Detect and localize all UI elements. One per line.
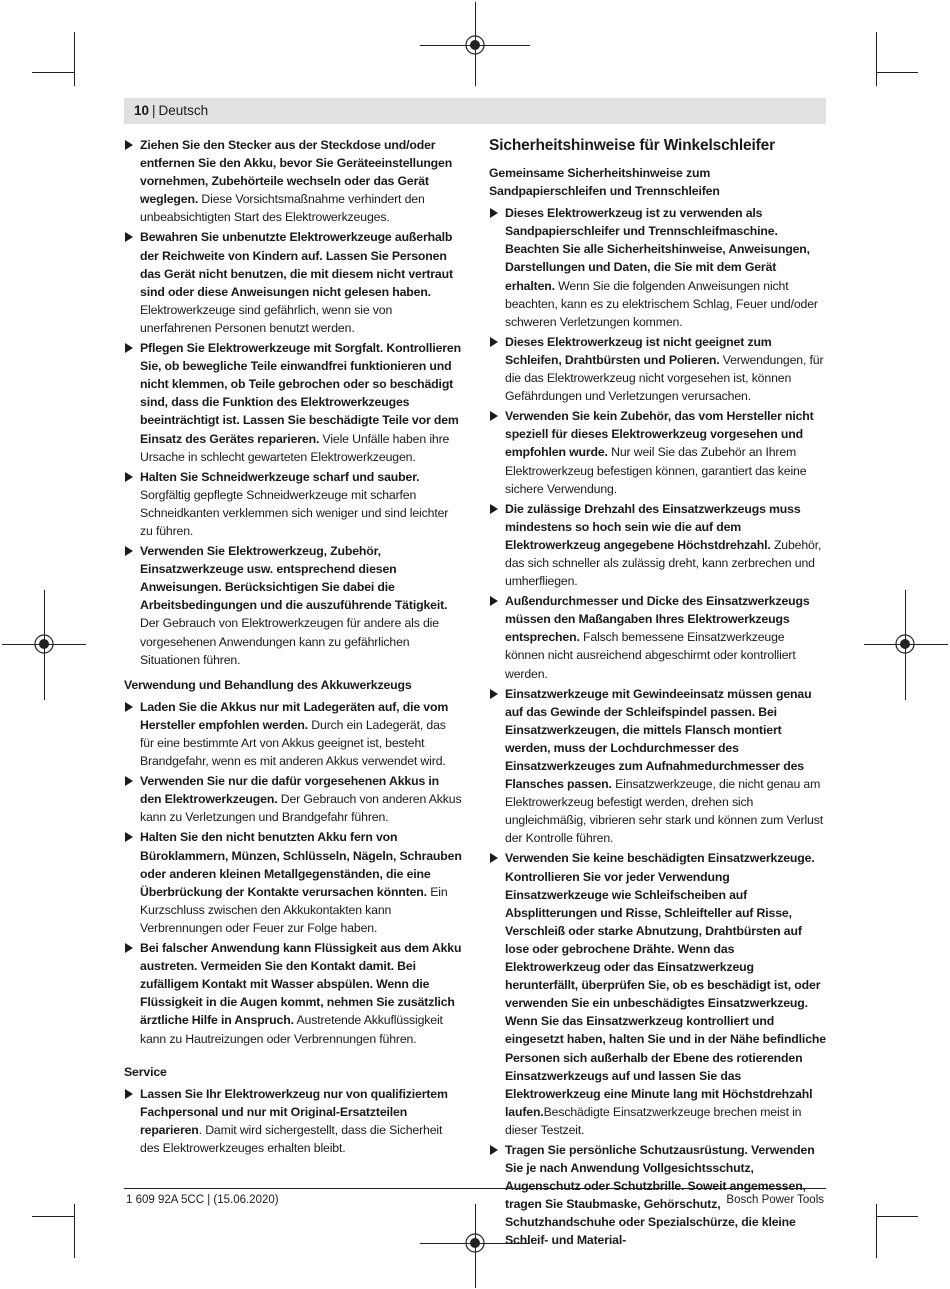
list-item [489, 592, 827, 682]
crop-mark [32, 72, 74, 73]
bullet-triangle-icon [125, 140, 133, 150]
item-instruction: Verwenden Sie keine beschädigten Einsatzwerkzeuge. Kontrollieren Sie vor jeder Verwendung Einsatzwerkzeuge wie Schleifscheiben auf Absplitterungen und Risse, Schleifteller auf Risse, Verschleiß oder starke Abnutzung, Drahtbürsten auf lose oder gebrochene Drähte. Wenn das Elektrowerkzeug oder das Einsatzwerkzeug herunterfällt, überprüfen Sie, ob es beschädigt ist, oder verwenden Sie ein unbeschädigtes Einsatzwerkzeug. Wenn Sie das Einsatzwerkzeug kontrolliert und eingesetzt haben, halten Sie und in der Nähe befindliche Personen sich außerhalb der Ebene des rotierenden Einsatzwerkzeugs auf und lassen Sie das Elektrowerkzeug eine Minute lang mit Höchstdrehzahl laufen. [505, 851, 826, 1119]
bullet-triangle-icon [125, 1089, 133, 1099]
item-explanation: Austretende Akkuflüssigkeit kann zu Hautreizungen oder Verbrennungen führen. [140, 1013, 443, 1046]
bullet-triangle-icon [490, 504, 498, 514]
item-instruction: Bewahren Sie unbenutzte Elektrowerkzeuge außerhalb der Reichweite von Kindern auf. Lassen Sie Personen das Gerät nicht benutzen, die mit diesem nicht vertraut sind oder diese Anweisungen nicht gelesen haben. [140, 230, 453, 299]
item-explanation: Der Gebrauch von Elektrowerkzeugen für andere als die vorgesehenen Anwendungen kann zu gefährlichen Situationen führen. [140, 616, 439, 667]
item-explanation: Wenn Sie die folgenden Anweisungen nicht beachten, kann es zu elektrischem Schlag, Feuer und/oder schweren Verletzungen kommen. [505, 278, 818, 329]
bullet-triangle-icon [125, 943, 133, 953]
bullet-triangle-icon [125, 546, 133, 556]
bullet-triangle-icon [125, 232, 133, 242]
list-item [489, 204, 827, 331]
bullet-triangle-icon [125, 776, 133, 786]
list-item [124, 136, 462, 226]
bullet-triangle-icon [125, 472, 133, 482]
list-item [489, 407, 827, 497]
item-instruction: Ziehen Sie den Stecker aus der Steckdose und/oder entfernen Sie den Akku, bevor Sie Geräteeinstellungen vornehmen, Zubehörteile wechseln oder das Gerät weglegen. [140, 138, 453, 207]
document-number: 1 609 92A 5CC | (15.06.2020) [126, 1194, 279, 1206]
item-explanation: Einsatzwerkzeuge, die nicht genau am Elektrowerkzeug befestigt werden, drehen sich ungleichmäßig, vibrieren sehr stark und können zum Verlust der Kontrolle führen. [505, 777, 824, 846]
item-instruction: Halten Sie Schneidwerkzeuge scharf und sauber. [140, 469, 420, 484]
brand-name: Bosch Power Tools [726, 1194, 824, 1206]
safety-list-service [124, 1085, 462, 1157]
header-separator: | [152, 103, 156, 118]
crop-mark [876, 1216, 918, 1217]
heading-akku: Verwendung und Behandlung des Akkuwerkzeugs [124, 677, 412, 692]
item-explanation: Sorgfältig gepflegte Schneidwerkzeuge mit scharfen Schneidkanten verklemmen sich weniger und sind leichter zu führen. [140, 487, 449, 538]
item-instruction: Außendurchmesser und Dicke des Einsatzwerkzeugs müssen den Maßangaben Ihres Elektrowerkzeugs entsprechen. [505, 594, 810, 645]
list-item [489, 500, 827, 590]
item-explanation: Ein Kurzschluss zwischen den Akkukontakten kann Verbrennungen oder Feuer zur Folge haben. [140, 884, 448, 935]
item-explanation: Viele Unfälle haben ihre Ursache in schlecht gewarteten Elektrowerkzeugen. [140, 431, 450, 464]
safety-list-general [124, 136, 462, 669]
right-column [489, 136, 827, 1252]
page-number: 10 [134, 103, 150, 118]
item-instruction: Verwenden Sie nur die dafür vorgesehenen Akkus in den Elektrowerkzeugen. [140, 774, 440, 807]
bullet-triangle-icon [490, 208, 498, 218]
item-explanation: Durch ein Ladegerät, das für eine bestimmte Art von Akkus geeignet ist, besteht Brandgefahr, wenn es mit anderen Akkus verwendet wird. [140, 717, 446, 769]
registration-mark-icon [894, 633, 916, 655]
item-instruction: Laden Sie die Akkus nur mit Ladegeräten auf, die vom Hersteller empfohlen werden. [140, 699, 449, 732]
registration-mark-icon [464, 1232, 486, 1254]
crop-mark [876, 72, 918, 73]
item-explanation: Beschädigte Einsatzwerkzeuge brechen meist in dieser Testzeit. [505, 1104, 802, 1137]
item-instruction: Verwenden Sie kein Zubehör, das vom Hersteller nicht speziell für dieses Elektrowerkzeug vorgesehen und empfohlen wurde. [505, 409, 814, 460]
safety-list-angle-grinder [489, 204, 827, 1249]
item-instruction: Dieses Elektrowerkzeug ist nicht geeignet zum Schleifen, Drahtbürsten und Polieren. [505, 334, 772, 367]
bullet-triangle-icon [490, 853, 498, 863]
page-language: Deutsch [158, 103, 209, 118]
bullet-triangle-icon [490, 596, 498, 606]
item-explanation: Der Gebrauch von anderen Akkus kann zu Verletzungen und Brandgefahr führen. [140, 792, 462, 825]
bullet-triangle-icon [490, 337, 498, 347]
list-item [124, 339, 462, 466]
list-item [124, 828, 462, 937]
item-instruction: Dieses Elektrowerkzeug ist zu verwenden als Sandpapierschleifer und Trennschleifmaschine. Beachten Sie alle Sicherheitshinweise, Anweisungen, Darstellungen und Daten, die Sie mit dem Gerät erhalten. [505, 206, 810, 293]
registration-mark-icon [33, 633, 55, 655]
bullet-triangle-icon [490, 689, 498, 699]
page-footer [124, 1188, 826, 1206]
registration-mark-icon [464, 34, 486, 56]
item-explanation: . Damit wird sichergestellt, dass die Sicherheit des Elektrowerkzeuges erhalten bleibt. [140, 1122, 443, 1155]
list-item [124, 939, 462, 1048]
item-explanation: Zubehör, das sich schneller als zulässig dreht, kann zerbrechen und umherfliegen. [505, 537, 822, 589]
list-item [489, 849, 827, 1139]
item-explanation: Falsch bemessene Einsatzwerkzeuge können nicht ausreichend abgeschirmt oder kontrolliert werden. [505, 630, 796, 681]
list-item [124, 228, 462, 337]
item-explanation: Diese Vorsichtsmaßnahme verhindert den unbeabsichtigten Start des Elektrowerkzeuges. [140, 192, 425, 225]
crop-mark [876, 32, 877, 86]
list-item [124, 468, 462, 540]
item-instruction: Verwenden Sie Elektrowerkzeug, Zubehör, Einsatzwerkzeuge usw. entsprechend diesen Anweisungen. Berücksichtigen Sie dabei die Arbeitsbedingungen und die auszuführende Tätigkeit. [140, 544, 448, 613]
item-instruction: Halten Sie den nicht benutzten Akku fern von Büroklammern, Münzen, Schlüsseln, Nägeln, Schrauben oder anderen kleinen Metallgegenständen, die eine Überbrückung der Kontakte verursachen könnten. [140, 830, 462, 899]
bullet-triangle-icon [490, 411, 498, 421]
crop-mark [32, 1216, 74, 1217]
crop-mark [74, 32, 75, 86]
item-instruction: Bei falscher Anwendung kann Flüssigkeit aus dem Akku austreten. Vermeiden Sie den Kontakt damit. Bei zufälligem Kontakt mit Wasser abspülen. Wenn die Flüssigkeit in die Augen kommt, nehmen Sie zusätzlich ärztliche Hilfe in Anspruch. [140, 941, 462, 1028]
item-instruction: Einsatzwerkzeuge mit Gewindeeinsatz müssen genau auf das Gewinde der Schleifspindel passen. Bei Einsatzwerkzeugen, die mittels Flansch montiert werden, muss der Lochdurchmesser des Einsatzwerkzeuges zum Aufnahmedurchmesser des Flansches passen. [505, 686, 812, 792]
item-explanation: Nur weil Sie das Zubehör an Ihrem Elektrowerkzeug befestigen können, garantiert das keine sichere Verwendung. [505, 445, 807, 496]
list-item [489, 333, 827, 405]
bullet-triangle-icon [125, 702, 133, 712]
item-instruction: Pflegen Sie Elektrowerkzeuge mit Sorgfalt. Kontrollieren Sie, ob bewegliche Teile einwandfrei funktionieren und nicht klemmen, ob Teile gebrochen oder so beschädigt sind, dass die Funktion des Elektrowerkzeuges beeinträchtigt ist. Lassen Sie beschädigte Teile vor dem Einsatz des Gerätes reparieren. [140, 341, 461, 446]
item-instruction: Die zulässige Drehzahl des Einsatzwerkzeugs muss mindestens so hoch sein wie die auf dem Elektrowerkzeug angegebene Höchstdrehzahl. [505, 501, 801, 552]
list-item [489, 685, 827, 848]
section-title: Sicherheitshinweise für Winkelschleifer [489, 137, 776, 154]
list-item [124, 1085, 462, 1157]
list-item [124, 698, 462, 770]
item-explanation: Elektrowerkzeuge sind gefährlich, wenn sie von unerfahrenen Personen benutzt werden. [140, 302, 393, 335]
list-item [124, 542, 462, 669]
crop-mark [74, 1204, 75, 1258]
left-column [124, 136, 462, 1159]
sub-heading: Gemeinsame Sicherheitshinweise zum Sandpapierschleifen und Trennschleifen [489, 166, 720, 199]
bullet-triangle-icon [125, 832, 133, 842]
page-header [124, 98, 826, 124]
safety-list-akku [124, 698, 462, 1048]
crop-mark [876, 1204, 877, 1258]
list-item [124, 772, 462, 826]
bullet-triangle-icon [490, 1145, 498, 1155]
item-explanation: Verwendungen, für die das Elektrowerkzeug nicht vorgesehen ist, können Gefährdungen und Verletzungen verursachen. [505, 352, 824, 404]
item-instruction: Lassen Sie Ihr Elektrowerkzeug nur von qualifiziertem Fachpersonal und nur mit Original-Ersatzteilen reparieren [140, 1086, 448, 1137]
heading-service: Service [124, 1064, 167, 1079]
bullet-triangle-icon [125, 343, 133, 353]
item-instruction: Tragen Sie persönliche Schutzausrüstung. Verwenden Sie je nach Anwendung Vollgesichtsschutz, Augenschutz oder Schutzbrille. Soweit angemessen, tragen Sie Staubmaske, Gehörschutz, Schutzhandschuhe oder Spezialschürze, die kleine Schleif- und Material- [505, 1142, 815, 1248]
